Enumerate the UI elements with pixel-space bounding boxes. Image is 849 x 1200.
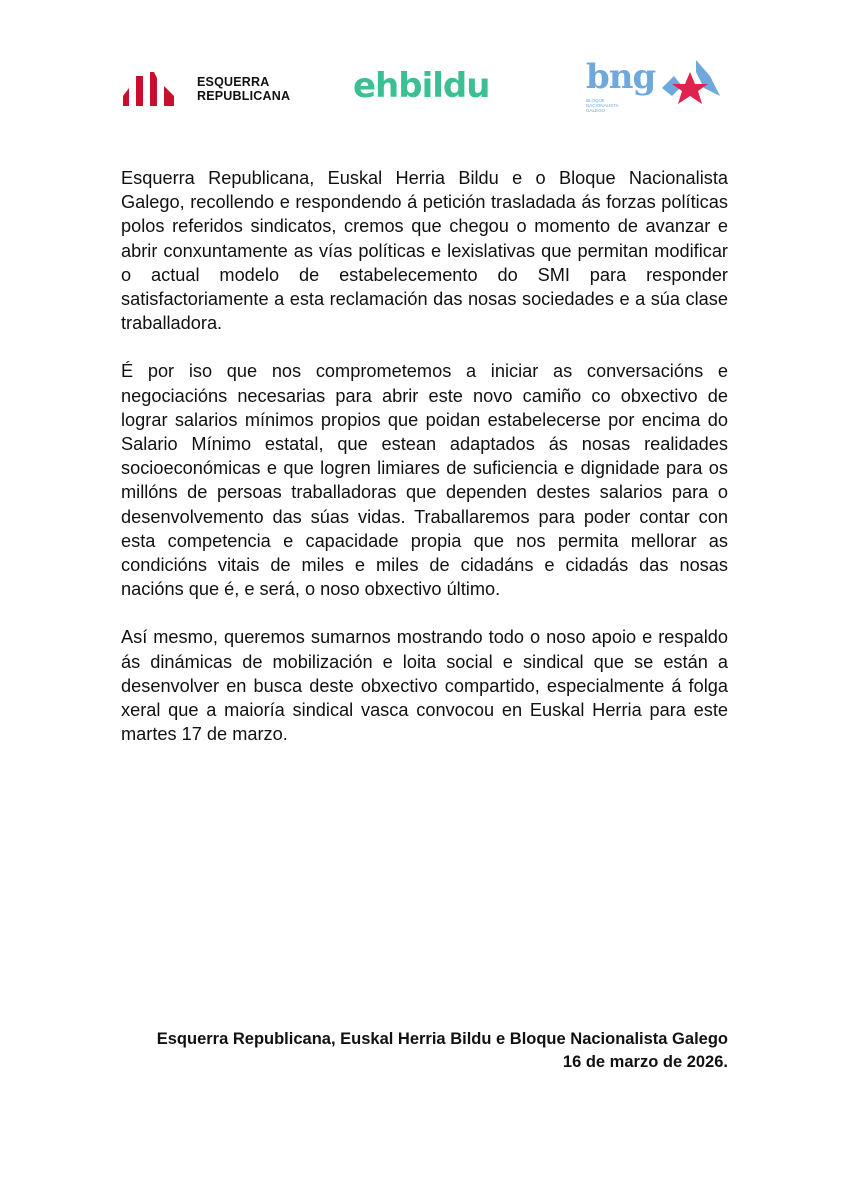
paragraph: É por iso que nos comprometemos a iniciar as conversacións e negociacións necesarias para abrir este novo camiño co obxectivo de lograr salarios mínimos propios que poidan estabelecerse por encima do Salario Mínimo estatal, que estean adaptados ás nosas realidades socioeconómicas e que logren limiares de suficiencia e dignidade para os millóns de persoas traballadoras que dependen destes salarios para o desenvolvemento das súas vidas. Traballaremos para poder contar con esta competencia e capacidade propia que nos permita mellorar as condicións vitais de miles e miles de cidadáns e cidadás das nosas nacións que é, e será, o noso obxectivo último. (121, 361, 728, 600)
bng-subtitle-line: GALEGO (586, 108, 606, 113)
erc-logo-line1: ESQUERRA (197, 75, 270, 89)
bng-star-icon (660, 58, 726, 106)
signature-block (157, 1028, 728, 1074)
bng-logo (586, 57, 656, 113)
paragraph: Esquerra Republicana, Euskal Herria Bildu e o Bloque Nacionalista Galego, recollendo e respondendo á petición trasladada ás forzas políticas polos referidos sindicatos, cremos que chegou o momento de avanzar e abrir conxuntamente as vías políticas e lexislativas que permitan modificar o actual modelo de estabelecemento do SMI para responder satisfactoriamente a esta reclamación das nosas sociedades e a súa clase traballadora. (121, 168, 728, 334)
bng-subtitle-line: NACIONALISTA (586, 103, 619, 108)
ehbildu-logo: ehbildu (353, 66, 490, 106)
bng-logo-word: bng (586, 57, 656, 97)
paragraph: Así mesmo, queremos sumarnos mostrando todo o noso apoio e respaldo ás dinámicas de mobilización e loita social e sindical que se están a desenvolver en busca deste obxectivo compartido, especialmente á folga xeral que a maioría sindical vasca convocou en Euskal Herria para este martes 17 de marzo. (121, 627, 728, 745)
party-logos (0, 57, 849, 130)
document-body (121, 166, 728, 770)
signers: Esquerra Republicana, Euskal Herria Bildu e Bloque Nacionalista Galego (156, 1030, 728, 1048)
bng-logo-subtitle (586, 98, 655, 113)
bng-subtitle-line: BLOQUE (586, 98, 605, 103)
signature-date: 16 de marzo de 2026. (562, 1053, 728, 1071)
erc-logo (123, 72, 290, 106)
erc-logo-line2: REPUBLICANA (197, 89, 291, 103)
erc-bars-icon (123, 72, 181, 106)
